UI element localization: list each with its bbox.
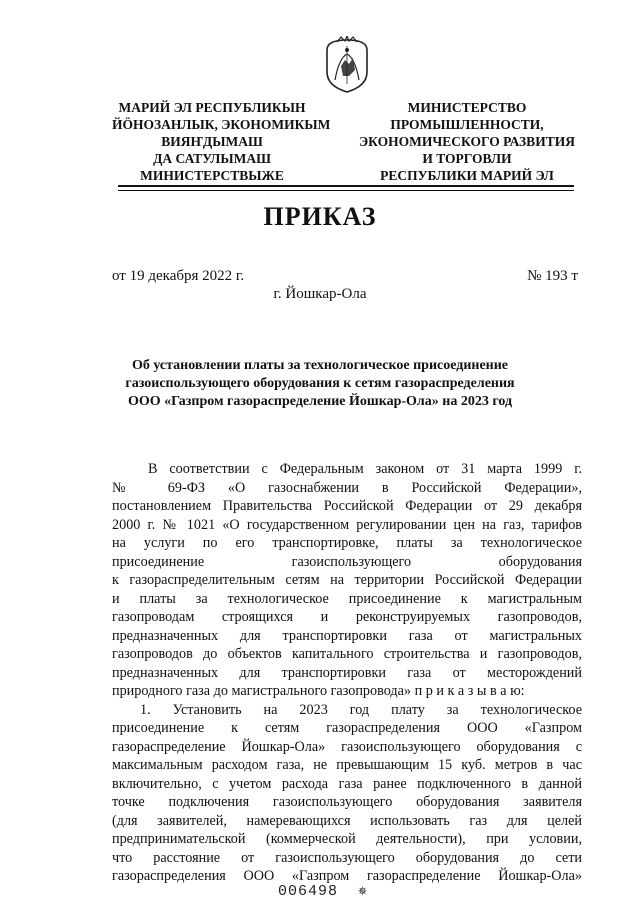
body-line: включительно, с учетом расхода газа ранее подключенного в данной [112, 775, 582, 792]
header-right-line: ЭКОНОМИЧЕСКОГО РАЗВИТИЯ [359, 134, 575, 149]
body-line: (для заявителей, намеревающихся использовать газ для целей [112, 812, 582, 829]
header-divider-thick [118, 185, 574, 187]
header-right-line: МИНИСТЕРСТВО [407, 100, 527, 115]
coat-of-arms-emblem [323, 36, 371, 94]
order-city: г. Йошкар-Ола [273, 286, 367, 302]
body-line: В соответствии с Федеральным законом от 31 марта 1999 г. [148, 461, 582, 477]
document-type-title: ПРИКАЗ [263, 202, 377, 231]
header-left-line: ВИЯҤДЫМАШ [161, 134, 263, 149]
body-line: предназначенных для транспортировки газа от месторождений [112, 664, 582, 681]
body-line: предназначенных для транспортировки газа от магистральных [112, 627, 582, 644]
header-left-line: ЙӦНОЗАНЛЫК, ЭКОНОМИКЫМ [112, 117, 331, 132]
header-left-line: ДА САТУЛЫМАШ [153, 151, 271, 166]
ministry-name-russian [352, 99, 582, 184]
order-date: от 19 декабря 2022 г. [112, 268, 245, 284]
body-line: что расстояние от газоиспользующего оборудования до сети [112, 849, 582, 866]
header-left-line: МИНИСТЕРСТВЫЖЕ [140, 168, 284, 183]
body-line: присоединение к сетям газораспределения ООО «Газпром [112, 720, 582, 736]
header-right-line: ПРОМЫШЛЕННОСТИ, [390, 117, 544, 132]
body-line: 2000 г. № 1021 «О государственном регулировании цен на газ, тарифов [112, 516, 582, 533]
header-divider-thin [118, 190, 574, 191]
ministry-name-mari [112, 99, 331, 184]
body-line: газораспределения ООО «Газпром газораспределение Йошкар-Ола» [112, 868, 582, 884]
body-line: максимальным расходом газа, не превышающим 15 куб. метров в час [112, 757, 582, 773]
body-line: газопроводам строящихся и реконструируемых газопроводов, [112, 609, 582, 625]
body-line: предпринимательской (коммерческой деятельности), при условии, [112, 831, 582, 847]
body-line: постановлением Правительства Российской Федерации от 29 декабря [112, 498, 582, 514]
body-line: на услуги по его транспортировке, платы за технологическое [112, 535, 582, 551]
order-subject [100, 357, 540, 411]
serial-number [278, 881, 368, 900]
body-line: к газораспределительным сетям на территории Российской Федерации [112, 572, 582, 588]
body-line: присоединение газоиспользующего оборудования [112, 553, 582, 570]
body-line: точке подключения газоиспользующего оборудования заявителя [112, 794, 582, 810]
header-right-line: И ТОРГОВЛИ [422, 151, 512, 166]
body-line: 1. Установить на 2023 год плату за технологическое [140, 701, 582, 718]
order-body [112, 460, 582, 886]
subject-line: ООО «Газпром газораспределение Йошкар-Ола» на 2023 год [127, 394, 513, 409]
header-right-line: РЕСПУБЛИКИ МАРИЙ ЭЛ [380, 168, 554, 183]
serial-stamp-icon: ✵ [348, 883, 369, 900]
subject-line: газоиспользующего оборудования к сетям газораспределения [125, 376, 515, 391]
body-line: природного газа до магистрального газопровода» п р и к а з ы в а ю: [112, 683, 525, 699]
body-line: № 69-ФЗ «О газоснабжении в Российской Федерации», [112, 479, 582, 496]
body-line: газопроводов до объектов капитального строительства и газопроводов, [112, 646, 582, 662]
body-line: и платы за технологическое присоединение к магистральным [112, 590, 582, 607]
body-line: газораспределение Йошкар-Ола» газоиспользующего оборудования с [112, 738, 582, 755]
serial-digits: 006498 [278, 883, 339, 900]
header-left-line: МАРИЙ ЭЛ РЕСПУБЛИКЫН [118, 100, 306, 115]
order-number: № 193 т [527, 268, 578, 284]
subject-line: Об установлении платы за технологическое присоединение [131, 358, 509, 373]
